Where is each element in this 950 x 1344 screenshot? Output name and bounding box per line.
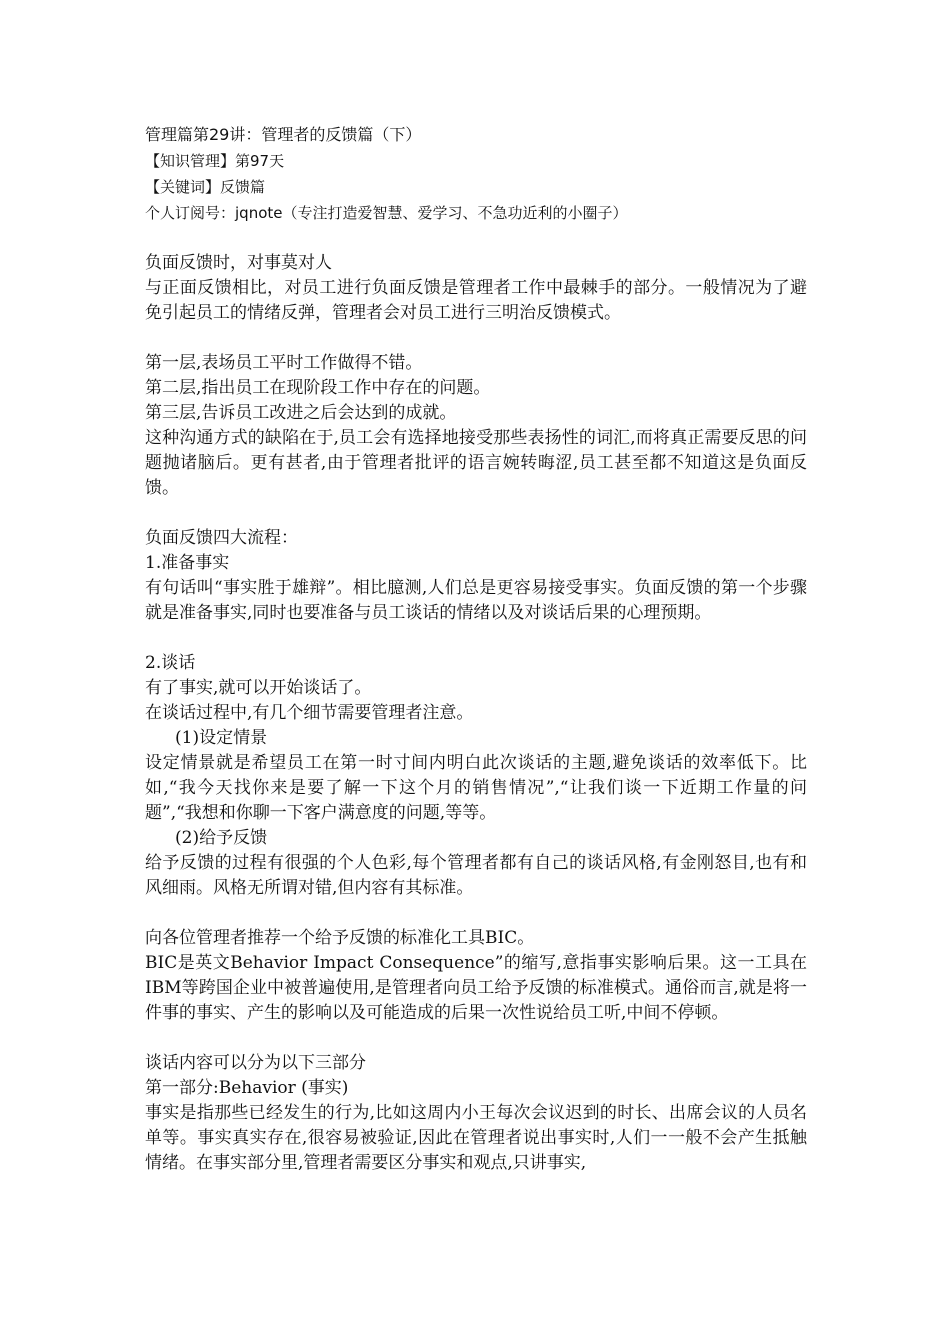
sub-heading: (1)设定情景: [175, 728, 268, 748]
step-heading: 2.谈话: [145, 653, 196, 673]
paragraph: 有句话叫“事实胜于雄辩”。相比臆测,人们总是更容易接受事实。负面反馈的第一个步骤就是准备事实,同时也要准备与员工谈话的情绪以及对谈话后果的心理预期。: [145, 578, 807, 623]
section-heading: 负面反馈四大流程：: [145, 528, 298, 548]
paragraph: 向各位管理者推荐一个给予反馈的标准化工具BIC。: [145, 928, 535, 948]
article-header: [145, 122, 807, 226]
paragraph: BIC是英文Behavior Impact Consequence”的缩写,意指事实影响后果。这一工具在IBM等跨国企业中被普遍使用,是管理者向员工给予反馈的标准模式。通俗而言,就是将一件事的事实、产生的影响以及可能造成的后果一次性说给员工听,中间不停顿。: [145, 953, 807, 1023]
section-heading: 负面反馈时，对事莫对人: [145, 253, 332, 273]
paragraph: 这种沟通方式的缺陷在于,员工会有选择地接受那些表扬性的词汇,而将真正需要反思的问题抛诸脑后。更有甚者,由于管理者批评的语言婉转晦涩,员工甚至都不知道这是负面反馈。: [145, 428, 807, 498]
subscription-line: 个人订阅号：jqnote（专注打造爱智慧、爱学习、不急功近利的小圈子）: [145, 204, 628, 222]
paragraph: 第三层,告诉员工改进之后会达到的成就。: [145, 403, 457, 423]
article-title: 管理篇第29讲：管理者的反馈篇（下）: [145, 125, 422, 144]
step-heading: 1.准备事实: [145, 553, 230, 573]
paragraph: 第一层,表场员工平时工作做得不错。: [145, 353, 423, 373]
keywords-line: 【关键词】反馈篇: [145, 178, 266, 196]
paragraph: 有了事实,就可以开始谈话了。: [145, 678, 372, 698]
column-line: 【知识管理】第97天: [145, 152, 285, 170]
sub-heading: (2)给予反馈: [175, 828, 268, 848]
section-heading: 谈话内容可以分为以下三部分: [145, 1053, 366, 1073]
paragraph: 事实是指那些已经发生的行为,比如这周内小王每次会议迟到的时长、出席会议的人员名单等。事实真实存在,很容易被验证,因此在管理者说出事实时,人们一一般不会产生抵触情绪。在事实部分里,管理者需要区分事实和观点,只讲事实,: [145, 1103, 807, 1173]
paragraph: 与正面反馈相比，对员工进行负面反馈是管理者工作中最棘手的部分。一般情况为了避免引起员工的情绪反弹，管理者会对员工进行三明治反馈模式。: [145, 278, 807, 323]
part-heading: 第一部分:Behavior (事实): [145, 1078, 349, 1098]
paragraph: 第二层,指出员工在现阶段工作中存在的问题。: [145, 378, 491, 398]
paragraph: 给予反馈的过程有很强的个人色彩,每个管理者都有自己的谈话风格,有金刚怒目,也有和风细雨。风格无所谓对错,但内容有其标准。: [145, 853, 807, 898]
paragraph: 设定情景就是希望员工在第一时寸间内明白此次谈话的主题,避免谈话的效率低下。比如,“我今天找你来是要了解一下这个月的销售情况”,“让我们谈一下近期工作量的问题”,“我想和你聊一下客户满意度的问题,等等。: [145, 753, 807, 823]
article: [145, 122, 807, 1176]
paragraph: 在谈话过程中,有几个细节需要管理者注意。: [145, 703, 474, 723]
